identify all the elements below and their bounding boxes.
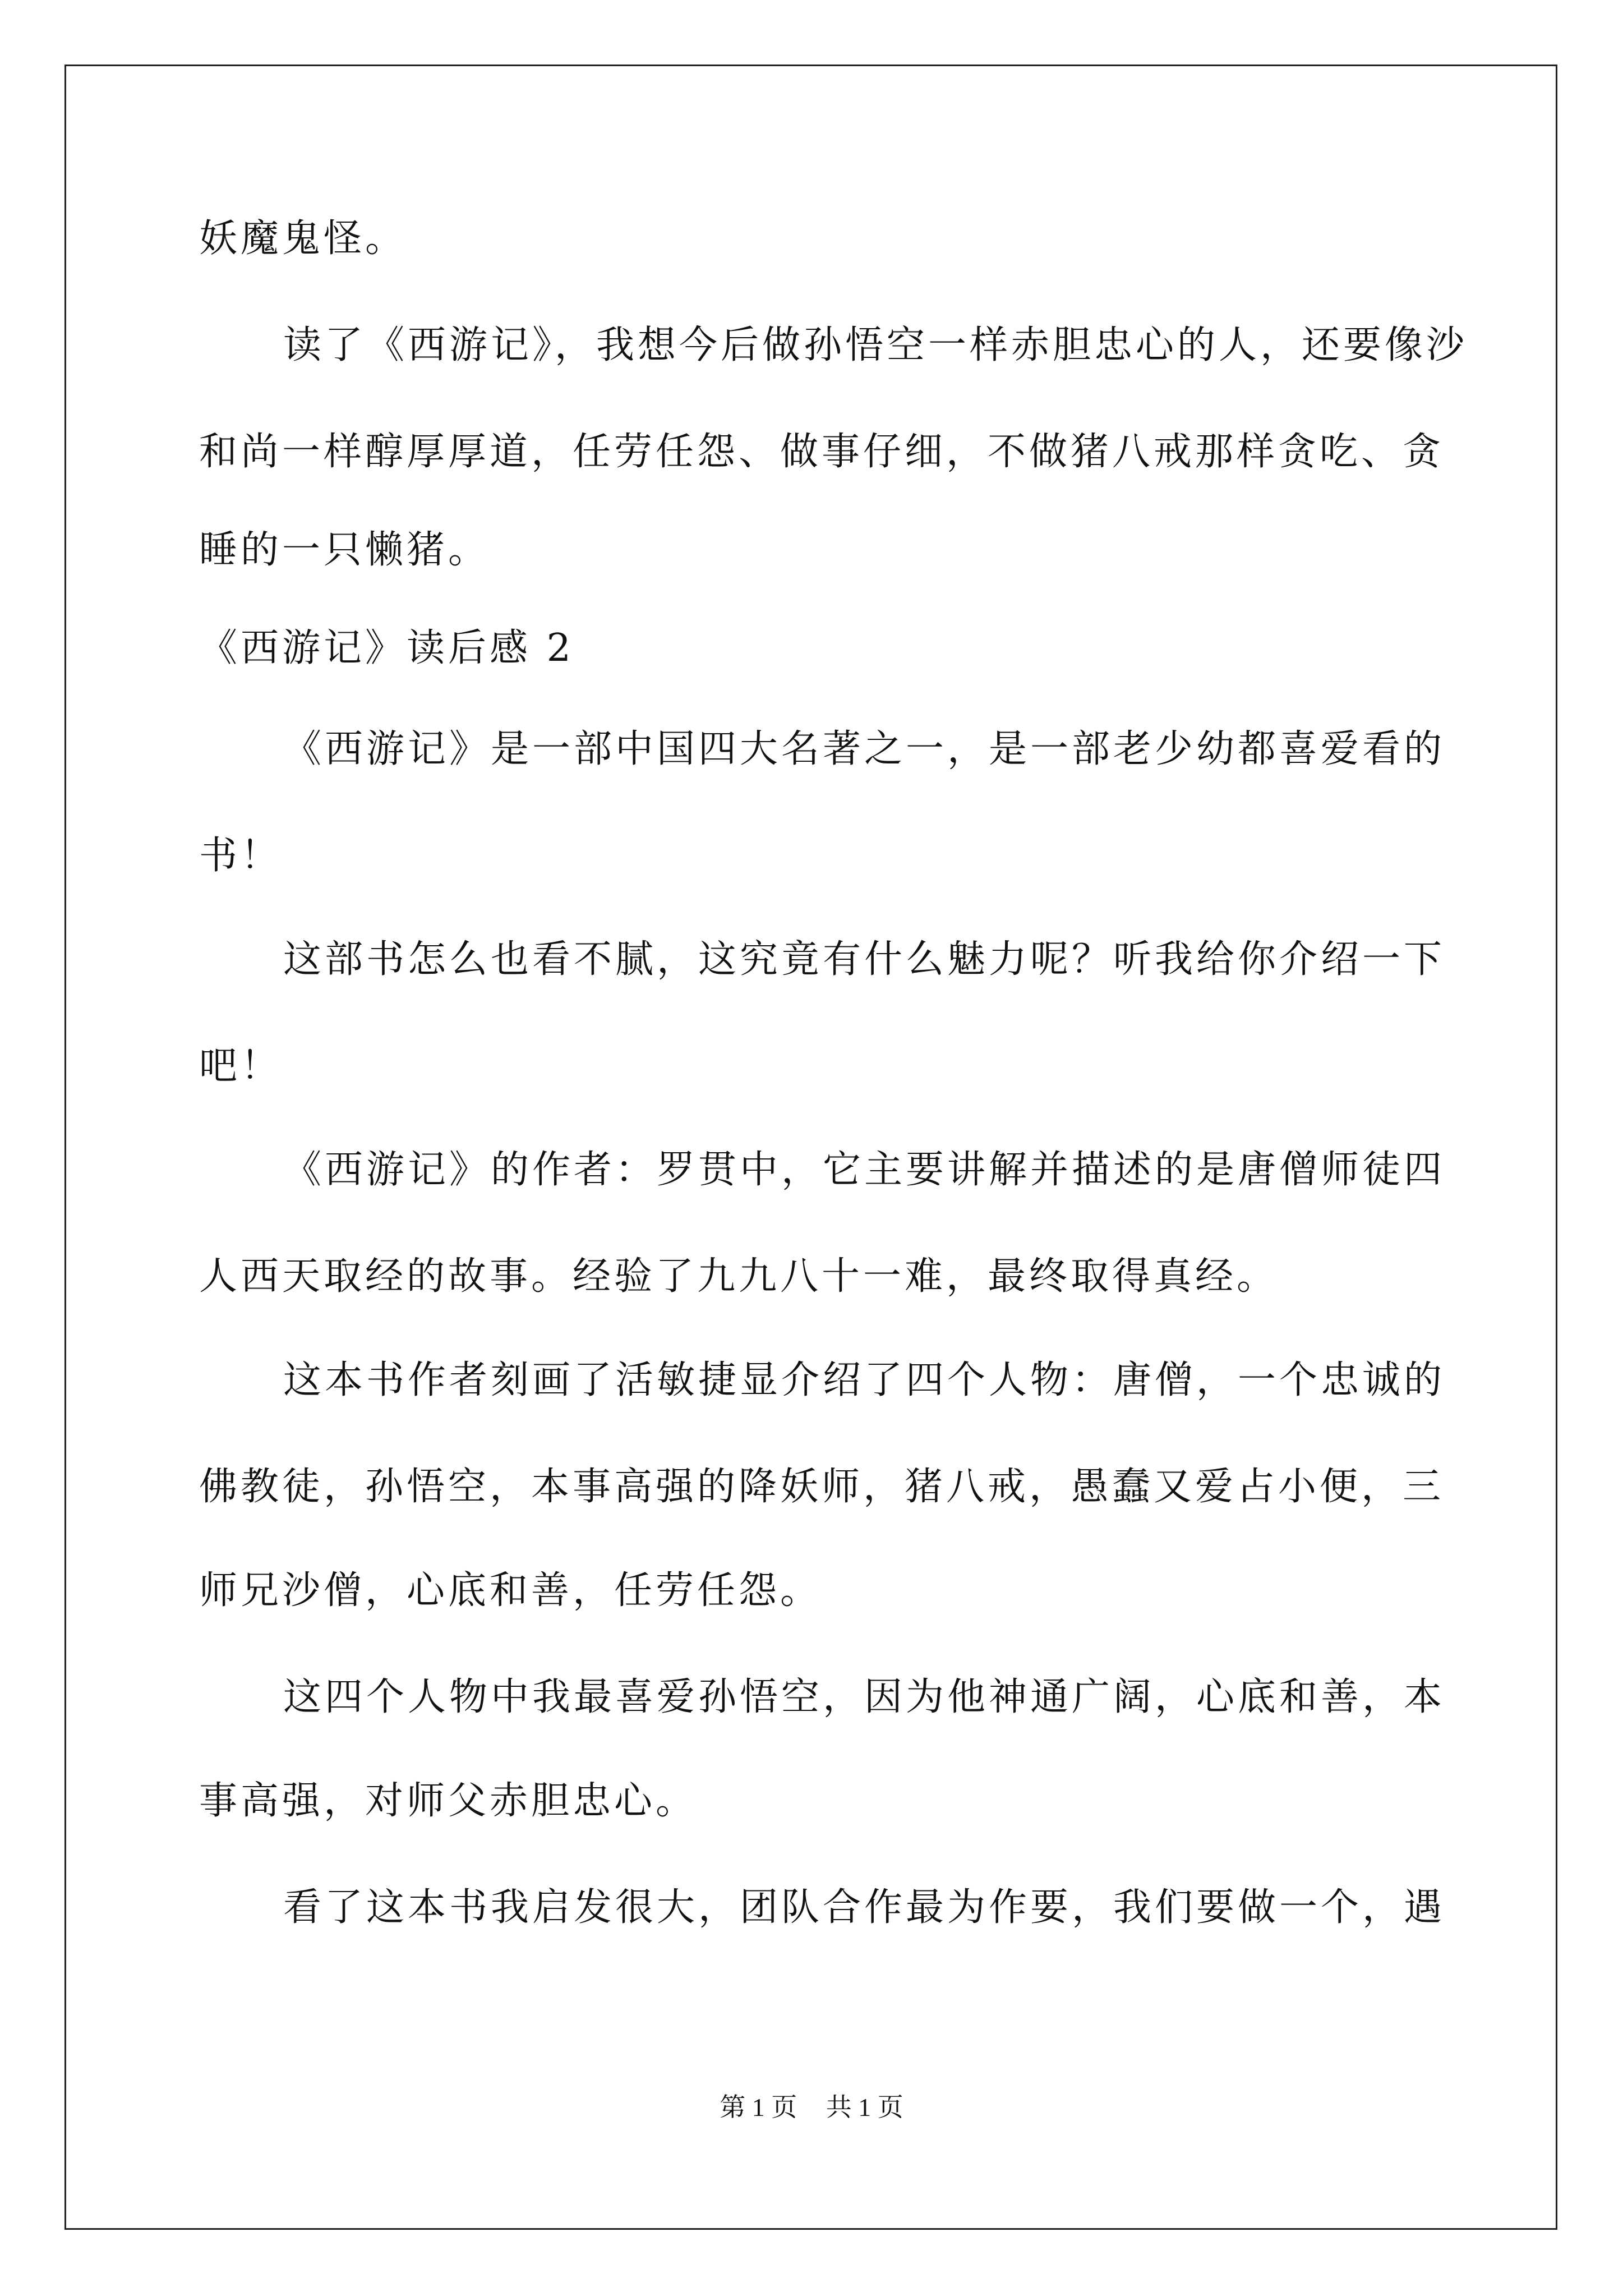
paragraph-line: 读了《西游记》，我想今后做孙悟空一样赤胆忠心的人，还要像沙	[283, 323, 1468, 367]
page-number: 第 1 页	[720, 2093, 797, 2122]
page-footer	[0, 2087, 1623, 2124]
text-line: 吧！	[199, 1044, 283, 1088]
paragraph-line: 这本书作者刻画了活敏捷显介绍了四个人物：唐僧，一个忠诚的	[283, 1358, 1446, 1402]
text-line: 人西天取经的故事。经验了九九八十一难，最终取得真经。	[199, 1254, 1279, 1299]
text-line: 妖魔鬼怪。	[199, 217, 407, 261]
text-line: 事高强，对师父赤胆忠心。	[199, 1779, 698, 1823]
paragraph-line: 这部书怎么也看不腻，这究竟有什么魅力呢？听我给你介绍一下	[283, 937, 1446, 982]
text-line: 佛教徒，孙悟空，本事高强的降妖师，猪八戒，愚蠢又爱占小便，三	[199, 1465, 1445, 1509]
paragraph-line: 《西游记》是一部中国四大名著之一，是一部老少幼都喜爱看的	[283, 727, 1446, 771]
text-line: 书！	[199, 834, 283, 878]
text-line: 睡的一只懒猪。	[199, 528, 490, 572]
text-line: 和尚一样醇厚厚道，任劳任怨、做事仔细，不做猪八戒那样贪吃、贪	[199, 430, 1445, 474]
paragraph-line: 《西游记》的作者：罗贯中，它主要讲解并描述的是唐僧师徒四	[283, 1148, 1446, 1192]
paragraph-line: 这四个人物中我最喜爱孙悟空，因为他神通广阔，心底和善，本	[283, 1675, 1446, 1719]
page-total: 共 1 页	[826, 2093, 903, 2122]
paragraph-line: 看了这本书我启发很大，团队合作最为作要，我们要做一个，遇	[283, 1885, 1446, 1930]
text-line: 师兄沙僧，心底和善，任劳任怨。	[199, 1568, 822, 1613]
section-heading: 《西游记》读后感 2	[199, 626, 574, 670]
